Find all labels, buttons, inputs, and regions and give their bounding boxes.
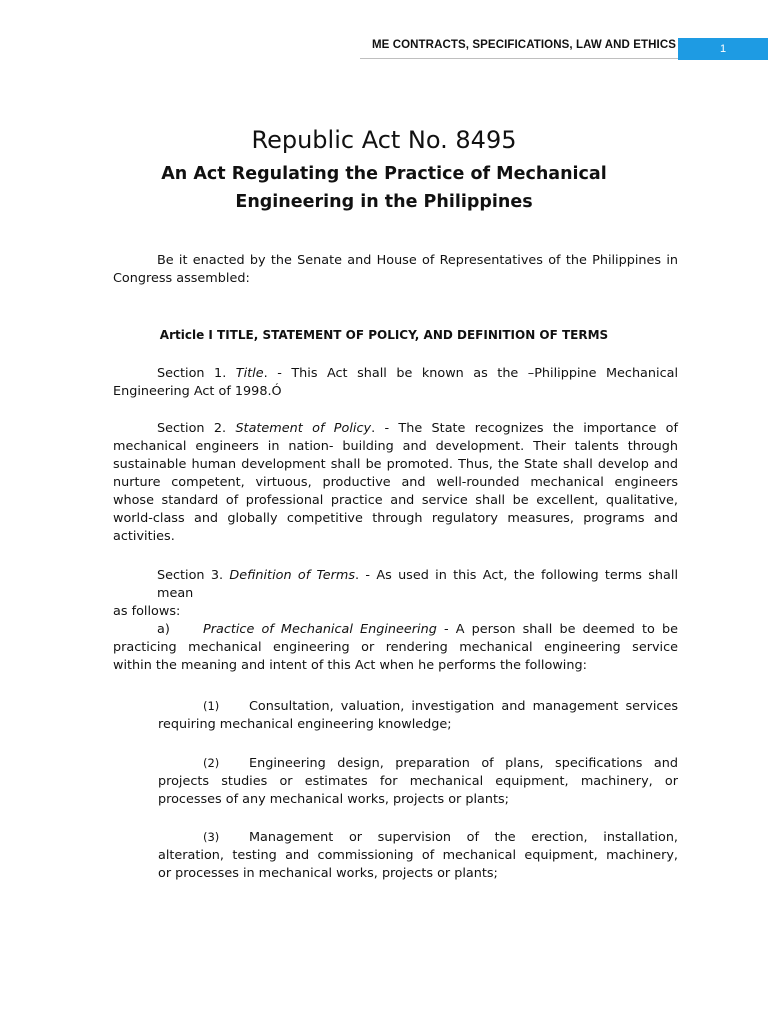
page-number-badge: 1 <box>678 38 768 60</box>
enacting-clause <box>113 252 678 288</box>
subitem-text: Consultation, valuation, investigation and management services <box>249 699 678 714</box>
definition-item-a <box>113 621 678 675</box>
item-marker: a) <box>157 622 170 637</box>
document-subtitle <box>0 160 768 216</box>
subitem-line: requiring mechanical engineering knowledge; <box>158 717 452 732</box>
section-prefix: Section 1. <box>157 366 227 381</box>
article-heading: Article I TITLE, STATEMENT OF POLICY, AND DEFINITION OF TERMS <box>159 328 609 342</box>
section-line: world-class and globally competitive through regulatory measures, programs and <box>113 511 678 526</box>
item-line: practicing mechanical engineering or rendering mechanical engineering service <box>113 640 678 655</box>
subitem-marker: (1) <box>203 699 220 713</box>
section-text: . - As used in this Act, the following terms shall mean <box>157 568 678 601</box>
section-prefix: Section 2. <box>157 421 227 436</box>
subtitle-line: An Act Regulating the Practice of Mechanical <box>161 164 607 184</box>
section-term: Title <box>235 366 264 381</box>
subitem-marker: (2) <box>203 756 220 770</box>
document-title: Republic Act No. 8495 <box>251 126 517 154</box>
section-prefix: Section 3. <box>157 568 224 583</box>
section-line: mechanical engineers in nation- building and development. Their talents through <box>113 439 678 454</box>
section-line: whose standard of professional practice and service shall be excellent, qualitative, <box>113 493 678 508</box>
section-line: nurture competent, virtuous, productive and well-rounded mechanical engineers <box>113 475 678 490</box>
running-header-title: ME CONTRACTS, SPECIFICATIONS, LAW AND ETHICS <box>371 39 676 51</box>
item-line: within the meaning and intent of this Act when he performs the following: <box>113 658 587 673</box>
item-text: - A person shall be deemed to be <box>436 622 678 637</box>
section-line: Engineering Act of 1998.Ó <box>113 384 282 399</box>
item-term: Practice of Mechanical Engineering <box>203 622 437 637</box>
subitem-line: or processes in mechanical works, projects or plants; <box>158 866 498 881</box>
section-line: sustainable human development shall be promoted. Thus, the State shall develop and <box>113 457 678 472</box>
section-3-first-line <box>113 567 678 603</box>
enacting-line: Congress assembled: <box>113 271 250 286</box>
section-line: as follows: <box>113 604 181 619</box>
definition-subitem-2 <box>158 754 678 809</box>
section-1-first-line <box>113 365 678 383</box>
section-1 <box>113 365 678 401</box>
subitem-text: Management or supervision of the erection, installation, <box>249 830 678 845</box>
subitem-line: alteration, testing and commissioning of mechanical equipment, machinery, <box>158 848 678 863</box>
section-3 <box>113 567 678 621</box>
enacting-line: Be it enacted by the Senate and House of Representatives of the Philippines in <box>157 253 678 268</box>
section-term: Statement of Policy <box>235 421 372 436</box>
subitem-first-line <box>158 697 678 716</box>
item-a-first-line <box>113 621 678 639</box>
definition-subitem-1 <box>158 697 678 734</box>
section-term: Definition of Terms <box>229 568 356 583</box>
section-2 <box>113 420 678 546</box>
subitem-line: processes of any mechanical works, projects or plants; <box>158 792 509 807</box>
subitem-first-line <box>158 828 678 847</box>
section-text: . - This Act shall be known as the –Philippine Mechanical <box>263 366 679 381</box>
subitem-marker: (3) <box>203 830 220 844</box>
section-2-first-line <box>113 420 678 438</box>
subtitle-line: Engineering in the Philippines <box>235 192 533 212</box>
section-line: activities. <box>113 529 175 544</box>
subitem-text: Engineering design, preparation of plans, specifications and <box>249 756 678 771</box>
subitem-line: projects studies or estimates for mechanical equipment, machinery, or <box>158 774 678 789</box>
section-text: . - The State recognizes the importance of <box>371 421 678 436</box>
subitem-first-line <box>158 754 678 773</box>
definition-subitem-3 <box>158 828 678 883</box>
